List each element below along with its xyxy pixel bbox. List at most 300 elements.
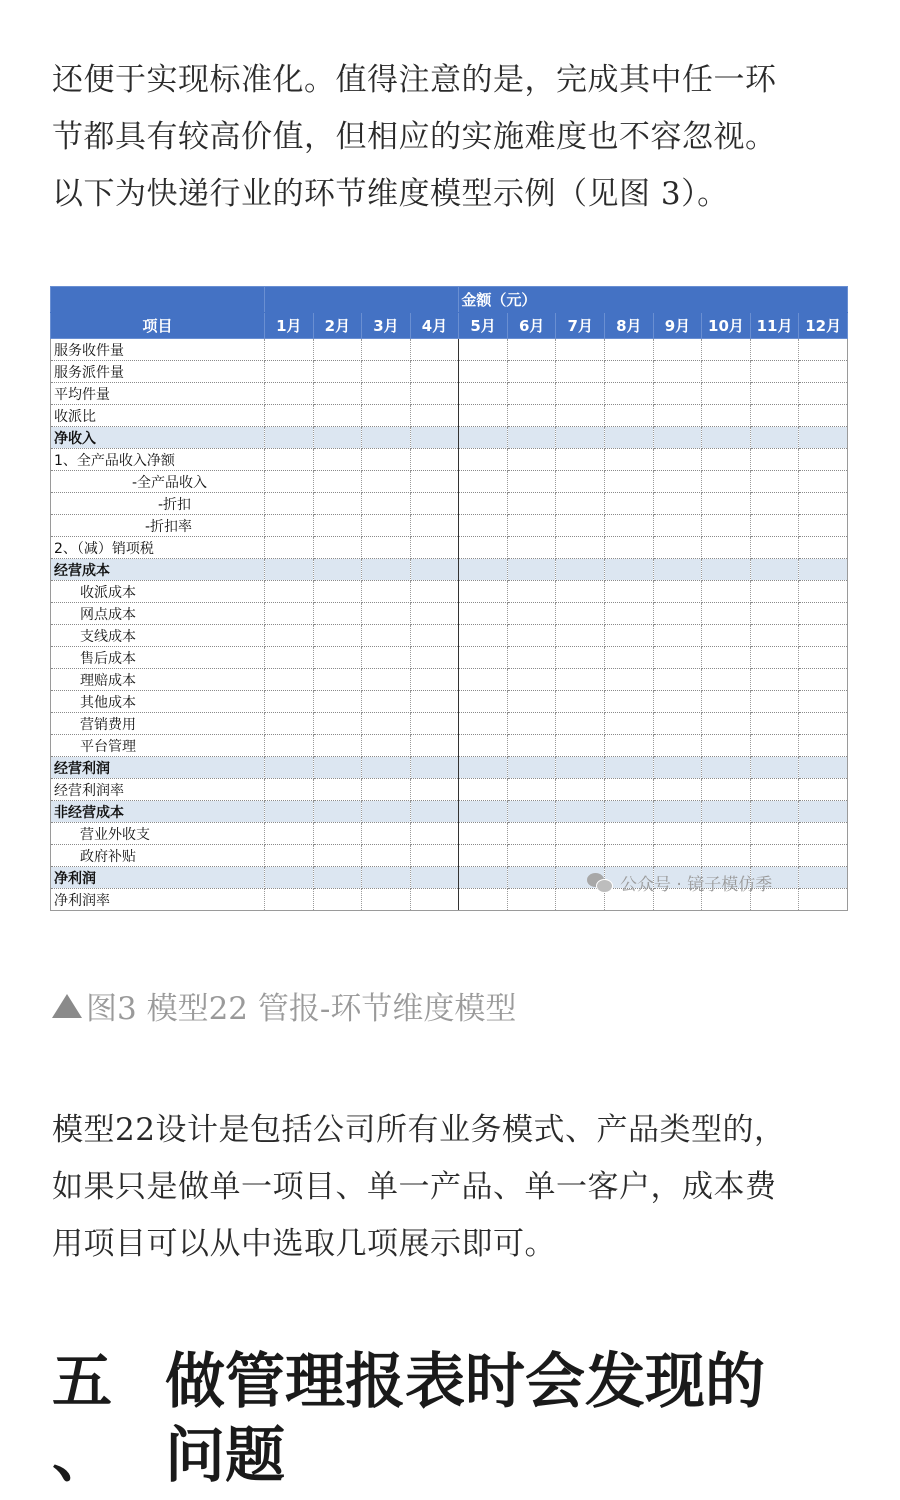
- value-cell: [410, 581, 459, 603]
- row-label: 平台管理: [51, 735, 265, 757]
- value-cell: [362, 339, 411, 361]
- value-cell: [750, 647, 799, 669]
- row-label: 2、（减）销项税: [51, 537, 265, 559]
- paragraph-line: 如果只是做单一项目、单一产品、单一客户，成本费: [52, 1169, 777, 1205]
- value-cell: [410, 823, 459, 845]
- value-cell: [653, 449, 702, 471]
- value-cell: [702, 471, 751, 493]
- month-header: 5月: [459, 313, 508, 339]
- value-cell: [265, 471, 314, 493]
- row-label: 经营利润率: [51, 779, 265, 801]
- table-row: [51, 493, 848, 515]
- row-label: 售后成本: [51, 647, 265, 669]
- month-header: 11月: [750, 313, 799, 339]
- value-cell: [605, 493, 654, 515]
- value-cell: [556, 449, 605, 471]
- caption-text: 图3 模型22 管报-环节维度模型: [86, 991, 517, 1027]
- row-label: 净利润率: [51, 889, 265, 911]
- row-label: -全产品收入: [51, 471, 265, 493]
- value-cell: [702, 647, 751, 669]
- value-cell: [653, 603, 702, 625]
- table-row: [51, 559, 848, 581]
- table-row: [51, 405, 848, 427]
- value-cell: [799, 713, 848, 735]
- value-cell: [410, 691, 459, 713]
- value-cell: [702, 625, 751, 647]
- value-cell: [313, 669, 362, 691]
- value-cell: [799, 823, 848, 845]
- value-cell: [556, 339, 605, 361]
- value-cell: [507, 339, 556, 361]
- value-cell: [653, 779, 702, 801]
- value-cell: [605, 691, 654, 713]
- value-cell: [459, 713, 508, 735]
- value-cell: [750, 537, 799, 559]
- value-cell: [313, 779, 362, 801]
- table-row: [51, 647, 848, 669]
- value-cell: [362, 823, 411, 845]
- value-cell: [459, 647, 508, 669]
- value-cell: [410, 405, 459, 427]
- value-cell: [459, 735, 508, 757]
- value-cell: [605, 669, 654, 691]
- value-cell: [799, 405, 848, 427]
- value-cell: [556, 493, 605, 515]
- amount-header: 金额（元）: [459, 287, 848, 313]
- value-cell: [265, 625, 314, 647]
- value-cell: [653, 537, 702, 559]
- value-cell: [362, 427, 411, 449]
- value-cell: [507, 581, 556, 603]
- value-cell: [313, 647, 362, 669]
- value-cell: [605, 603, 654, 625]
- row-label: 营业外收支: [51, 823, 265, 845]
- value-cell: [702, 383, 751, 405]
- table-row: [51, 823, 848, 845]
- value-cell: [313, 757, 362, 779]
- body-paragraph: [52, 1102, 852, 1273]
- value-cell: [265, 647, 314, 669]
- table-row: [51, 537, 848, 559]
- value-cell: [799, 801, 848, 823]
- value-cell: [799, 493, 848, 515]
- value-cell: [313, 713, 362, 735]
- value-cell: [459, 691, 508, 713]
- value-cell: [653, 691, 702, 713]
- value-cell: [313, 537, 362, 559]
- value-cell: [556, 691, 605, 713]
- row-label: 经营利润: [51, 757, 265, 779]
- value-cell: [605, 625, 654, 647]
- row-label: 支线成本: [51, 625, 265, 647]
- value-cell: [362, 845, 411, 867]
- value-cell: [313, 845, 362, 867]
- value-cell: [265, 735, 314, 757]
- table-row: [51, 515, 848, 537]
- value-cell: [265, 427, 314, 449]
- row-label: 服务收件量: [51, 339, 265, 361]
- value-cell: [507, 735, 556, 757]
- value-cell: [702, 603, 751, 625]
- value-cell: [750, 691, 799, 713]
- value-cell: [653, 647, 702, 669]
- row-label: -折扣: [51, 493, 265, 515]
- value-cell: [313, 493, 362, 515]
- figure-table: [50, 286, 848, 911]
- value-cell: [750, 581, 799, 603]
- value-cell: [459, 603, 508, 625]
- value-cell: [265, 405, 314, 427]
- section-heading-line: 问题: [165, 1421, 285, 1491]
- value-cell: [459, 867, 508, 889]
- value-cell: [362, 889, 411, 911]
- value-cell: [362, 669, 411, 691]
- value-cell: [702, 449, 751, 471]
- value-cell: [410, 383, 459, 405]
- value-cell: [799, 471, 848, 493]
- table-row: [51, 603, 848, 625]
- value-cell: [702, 427, 751, 449]
- value-cell: [362, 625, 411, 647]
- value-cell: [507, 493, 556, 515]
- value-cell: [507, 669, 556, 691]
- value-cell: [750, 361, 799, 383]
- value-cell: [556, 713, 605, 735]
- value-cell: [313, 823, 362, 845]
- value-cell: [799, 735, 848, 757]
- value-cell: [362, 405, 411, 427]
- value-cell: [507, 559, 556, 581]
- value-cell: [605, 515, 654, 537]
- value-cell: [362, 581, 411, 603]
- value-cell: [556, 801, 605, 823]
- value-cell: [313, 867, 362, 889]
- table-row: [51, 779, 848, 801]
- value-cell: [605, 757, 654, 779]
- value-cell: [362, 515, 411, 537]
- value-cell: [653, 581, 702, 603]
- value-cell: [750, 559, 799, 581]
- value-cell: [459, 845, 508, 867]
- value-cell: [459, 669, 508, 691]
- value-cell: [459, 581, 508, 603]
- value-cell: [313, 625, 362, 647]
- value-cell: [556, 427, 605, 449]
- value-cell: [750, 383, 799, 405]
- value-cell: [799, 449, 848, 471]
- value-cell: [362, 713, 411, 735]
- value-cell: [750, 757, 799, 779]
- value-cell: [507, 537, 556, 559]
- value-cell: [653, 515, 702, 537]
- value-cell: [702, 669, 751, 691]
- value-cell: [362, 757, 411, 779]
- value-cell: [750, 801, 799, 823]
- value-cell: [653, 713, 702, 735]
- value-cell: [653, 669, 702, 691]
- value-cell: [605, 449, 654, 471]
- value-cell: [702, 779, 751, 801]
- value-cell: [410, 713, 459, 735]
- value-cell: [410, 757, 459, 779]
- item-header: 项目: [51, 313, 265, 339]
- table-row: [51, 449, 848, 471]
- value-cell: [605, 361, 654, 383]
- table-row: [51, 427, 848, 449]
- value-cell: [459, 493, 508, 515]
- value-cell: [313, 559, 362, 581]
- value-cell: [702, 845, 751, 867]
- value-cell: [410, 537, 459, 559]
- value-cell: [605, 647, 654, 669]
- value-cell: [507, 471, 556, 493]
- value-cell: [265, 493, 314, 515]
- row-label: 其他成本: [51, 691, 265, 713]
- value-cell: [799, 581, 848, 603]
- table-body: [51, 339, 848, 911]
- value-cell: [265, 339, 314, 361]
- value-cell: [653, 801, 702, 823]
- value-cell: [313, 691, 362, 713]
- value-cell: [507, 889, 556, 911]
- wechat-icon: [587, 872, 615, 894]
- value-cell: [799, 691, 848, 713]
- value-cell: [653, 471, 702, 493]
- month-header: 7月: [556, 313, 605, 339]
- figure-caption: [52, 983, 516, 1028]
- value-cell: [702, 559, 751, 581]
- value-cell: [459, 823, 508, 845]
- row-label: 1、全产品收入净额: [51, 449, 265, 471]
- value-cell: [459, 405, 508, 427]
- value-cell: [410, 339, 459, 361]
- value-cell: [507, 625, 556, 647]
- value-cell: [605, 779, 654, 801]
- value-cell: [653, 493, 702, 515]
- table-row: [51, 713, 848, 735]
- value-cell: [799, 537, 848, 559]
- value-cell: [265, 779, 314, 801]
- row-label: 政府补贴: [51, 845, 265, 867]
- value-cell: [362, 537, 411, 559]
- value-cell: [459, 471, 508, 493]
- row-label: 收派比: [51, 405, 265, 427]
- paragraph-line: 用项目可以从中选取几项展示即可。: [52, 1226, 556, 1262]
- value-cell: [459, 757, 508, 779]
- row-label: 非经营成本: [51, 801, 265, 823]
- row-label: 服务派件量: [51, 361, 265, 383]
- value-cell: [799, 339, 848, 361]
- table-row: [51, 801, 848, 823]
- value-cell: [556, 471, 605, 493]
- value-cell: [265, 669, 314, 691]
- value-cell: [702, 339, 751, 361]
- table-header-row: [51, 313, 848, 339]
- value-cell: [556, 735, 605, 757]
- value-cell: [702, 493, 751, 515]
- month-header: 4月: [410, 313, 459, 339]
- month-header: 12月: [799, 313, 848, 339]
- value-cell: [750, 471, 799, 493]
- value-cell: [507, 801, 556, 823]
- value-cell: [702, 735, 751, 757]
- value-cell: [750, 735, 799, 757]
- value-cell: [410, 889, 459, 911]
- table-row: [51, 845, 848, 867]
- value-cell: [265, 603, 314, 625]
- row-label: 经营成本: [51, 559, 265, 581]
- value-cell: [799, 889, 848, 911]
- value-cell: [410, 867, 459, 889]
- value-cell: [750, 405, 799, 427]
- value-cell: [556, 515, 605, 537]
- value-cell: [702, 405, 751, 427]
- value-cell: [313, 361, 362, 383]
- value-cell: [410, 427, 459, 449]
- value-cell: [507, 757, 556, 779]
- value-cell: [556, 625, 605, 647]
- value-cell: [702, 361, 751, 383]
- value-cell: [702, 801, 751, 823]
- value-cell: [265, 713, 314, 735]
- value-cell: [362, 735, 411, 757]
- value-cell: [410, 845, 459, 867]
- value-cell: [556, 581, 605, 603]
- value-cell: [265, 559, 314, 581]
- value-cell: [410, 779, 459, 801]
- value-cell: [459, 339, 508, 361]
- value-cell: [556, 603, 605, 625]
- section-number: [52, 1345, 122, 1493]
- table-row: [51, 625, 848, 647]
- value-cell: [605, 581, 654, 603]
- table-row: [51, 471, 848, 493]
- value-cell: [507, 713, 556, 735]
- value-cell: [265, 449, 314, 471]
- value-cell: [362, 691, 411, 713]
- value-cell: [362, 361, 411, 383]
- value-cell: [459, 361, 508, 383]
- value-cell: [313, 735, 362, 757]
- value-cell: [265, 845, 314, 867]
- value-cell: [653, 625, 702, 647]
- value-cell: [507, 361, 556, 383]
- value-cell: [653, 757, 702, 779]
- value-cell: [265, 867, 314, 889]
- watermark-text: 公众号 · 镜子模仿季: [620, 875, 773, 895]
- value-cell: [265, 383, 314, 405]
- intro-paragraph: [52, 52, 852, 223]
- value-cell: [410, 493, 459, 515]
- value-cell: [265, 581, 314, 603]
- value-cell: [605, 383, 654, 405]
- value-cell: [799, 867, 848, 889]
- value-cell: [556, 647, 605, 669]
- value-cell: [507, 515, 556, 537]
- month-header: 1月: [265, 313, 314, 339]
- value-cell: [410, 669, 459, 691]
- value-cell: [605, 405, 654, 427]
- value-cell: [750, 779, 799, 801]
- value-cell: [265, 515, 314, 537]
- value-cell: [410, 449, 459, 471]
- value-cell: [410, 801, 459, 823]
- value-cell: [410, 471, 459, 493]
- value-cell: [605, 471, 654, 493]
- section-heading: [165, 1345, 865, 1493]
- value-cell: [750, 515, 799, 537]
- value-cell: [313, 471, 362, 493]
- row-label: 净收入: [51, 427, 265, 449]
- table-header-row: [51, 287, 848, 313]
- value-cell: [750, 603, 799, 625]
- value-cell: [799, 515, 848, 537]
- value-cell: [507, 427, 556, 449]
- value-cell: [362, 493, 411, 515]
- value-cell: [507, 867, 556, 889]
- table-row: [51, 757, 848, 779]
- value-cell: [362, 779, 411, 801]
- value-cell: [556, 405, 605, 427]
- value-cell: [799, 845, 848, 867]
- month-header: 6月: [507, 313, 556, 339]
- table-row: [51, 361, 848, 383]
- month-header: 2月: [313, 313, 362, 339]
- table-row: [51, 691, 848, 713]
- row-label: 网点成本: [51, 603, 265, 625]
- value-cell: [799, 647, 848, 669]
- value-cell: [799, 603, 848, 625]
- value-cell: [459, 449, 508, 471]
- value-cell: [313, 603, 362, 625]
- value-cell: [653, 427, 702, 449]
- value-cell: [362, 801, 411, 823]
- value-cell: [653, 361, 702, 383]
- value-cell: [556, 361, 605, 383]
- value-cell: [556, 779, 605, 801]
- value-cell: [750, 339, 799, 361]
- value-cell: [459, 559, 508, 581]
- value-cell: [507, 691, 556, 713]
- value-cell: [313, 801, 362, 823]
- value-cell: [653, 405, 702, 427]
- row-label: 收派成本: [51, 581, 265, 603]
- paragraph-line: 节都具有较高价值，但相应的实施难度也不容忽视。: [52, 119, 777, 155]
- value-cell: [507, 603, 556, 625]
- value-cell: [410, 625, 459, 647]
- value-cell: [313, 427, 362, 449]
- value-cell: [556, 757, 605, 779]
- triangle-up-icon: [52, 994, 82, 1018]
- row-label: 理赔成本: [51, 669, 265, 691]
- value-cell: [702, 757, 751, 779]
- value-cell: [459, 779, 508, 801]
- value-cell: [410, 361, 459, 383]
- value-cell: [556, 823, 605, 845]
- value-cell: [362, 449, 411, 471]
- value-cell: [410, 559, 459, 581]
- value-cell: [799, 625, 848, 647]
- value-cell: [362, 603, 411, 625]
- value-cell: [605, 537, 654, 559]
- value-cell: [653, 823, 702, 845]
- value-cell: [799, 383, 848, 405]
- table-row: [51, 669, 848, 691]
- section-heading-line: 做管理报表时会发现的: [165, 1347, 765, 1417]
- value-cell: [799, 757, 848, 779]
- month-header: 9月: [653, 313, 702, 339]
- month-header: 3月: [362, 313, 411, 339]
